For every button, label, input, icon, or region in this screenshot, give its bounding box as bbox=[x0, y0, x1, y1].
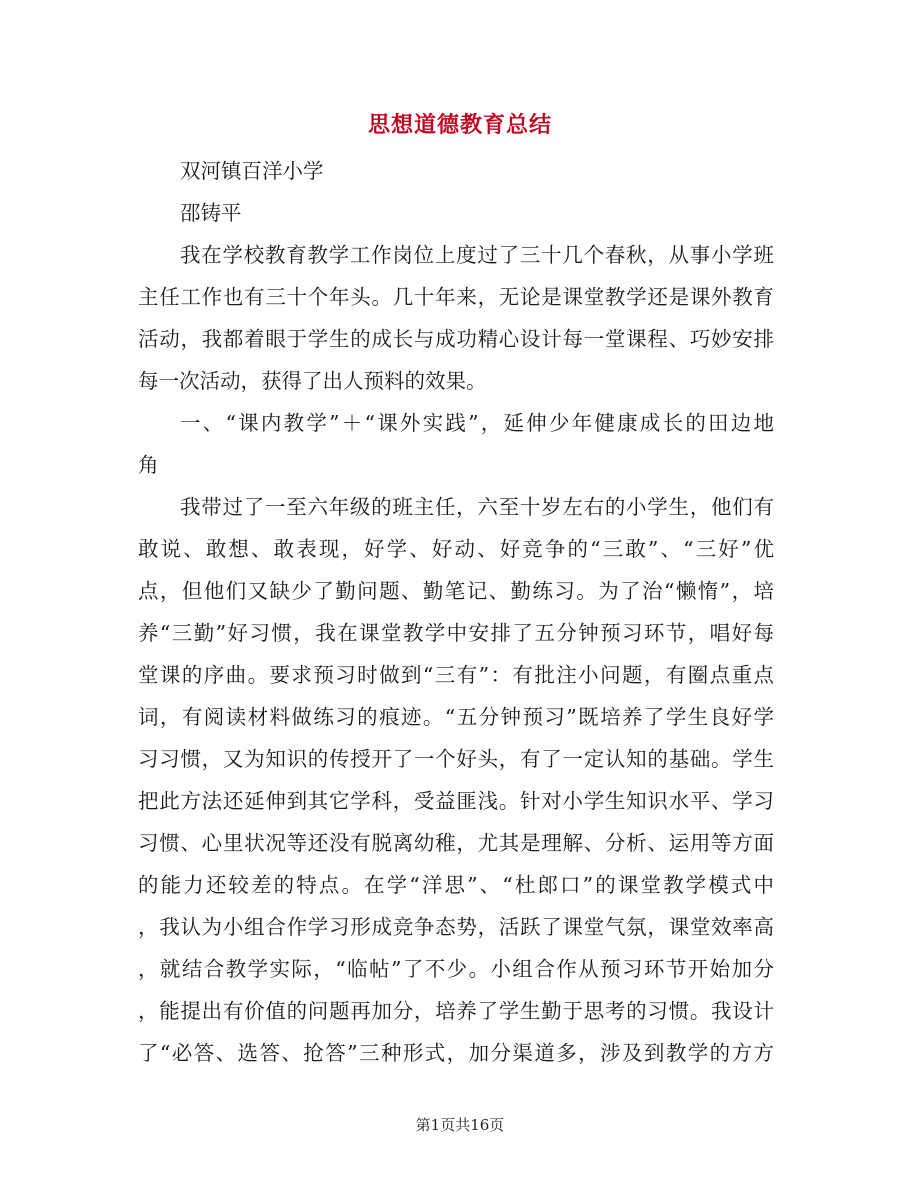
text-line: 我在学校教育教学工作岗位上度过了三十几个春秋，从事小学班 bbox=[180, 243, 774, 267]
page-number: 第1页共16页 bbox=[415, 1116, 505, 1134]
text-line: ，就结合教学实际，“临帖”了不少。小组合作从预习环节开始加分 bbox=[138, 957, 774, 981]
author-org: 双河镇百洋小学 bbox=[180, 159, 324, 183]
text-line: 了“必答、选答、抢答”三种形式，加分渠道多，涉及到教学的方方 bbox=[138, 1041, 774, 1065]
text-line: ，能提出有价值的问题再加分，培养了学生勤于思考的习惯。我设计 bbox=[138, 999, 774, 1023]
text-line: 把此方法还延伸到其它学科，受益匪浅。针对小学生知识水平、学习 bbox=[138, 789, 774, 813]
text-line: 敢说、敢想、敢表现，好学、好动、好竞争的“三敢”、“三好”优 bbox=[138, 537, 774, 561]
text-line: ，我认为小组合作学习形成竞争态势，活跃了课堂气氛，课堂效率高 bbox=[138, 915, 774, 939]
text-line: 角 bbox=[138, 453, 159, 477]
text-line: 养“三勤”好习惯，我在课堂教学中安排了五分钟预习环节，唱好每 bbox=[138, 621, 774, 645]
text-line: 活动，我都着眼于学生的成长与成功精心设计每一堂课程、巧妙安排 bbox=[138, 327, 774, 351]
text-line: 点，但他们又缺少了勤问题、勤笔记、勤练习。为了治“懒惰”，培 bbox=[138, 579, 774, 603]
text-line: 词，有阅读材料做练习的痕迹。“五分钟预习”既培养了学生良好学 bbox=[138, 705, 774, 729]
text-line: 堂课的序曲。要求预习时做到“三有”：有批注小问题，有圈点重点 bbox=[138, 663, 774, 687]
document-body bbox=[138, 150, 774, 1074]
text-line: 习习惯，又为知识的传授开了一个好头，有了一定认知的基础。学生 bbox=[138, 747, 774, 771]
text-line: 我带过了一至六年级的班主任，六至十岁左右的小学生，他们有 bbox=[180, 495, 774, 519]
author-name: 邵铸平 bbox=[180, 201, 242, 225]
text-line: 每一次活动，获得了出人预料的效果。 bbox=[138, 369, 487, 393]
text-line: 的能力还较差的特点。在学“洋思”、“杜郎口”的课堂教学模式中 bbox=[138, 873, 774, 897]
paragraph-lines bbox=[138, 234, 774, 1074]
text-line: 一、“课内教学”＋“课外实践”，延伸少年健康成长的田边地 bbox=[180, 411, 774, 435]
text-line: 习惯、心里状况等还没有脱离幼稚，尤其是理解、分析、运用等方面 bbox=[138, 831, 774, 855]
document-title: 思想道德教育总结 bbox=[367, 112, 552, 138]
text-line: 主任工作也有三十个年头。几十年来，无论是课堂教学还是课外教育 bbox=[138, 285, 774, 309]
